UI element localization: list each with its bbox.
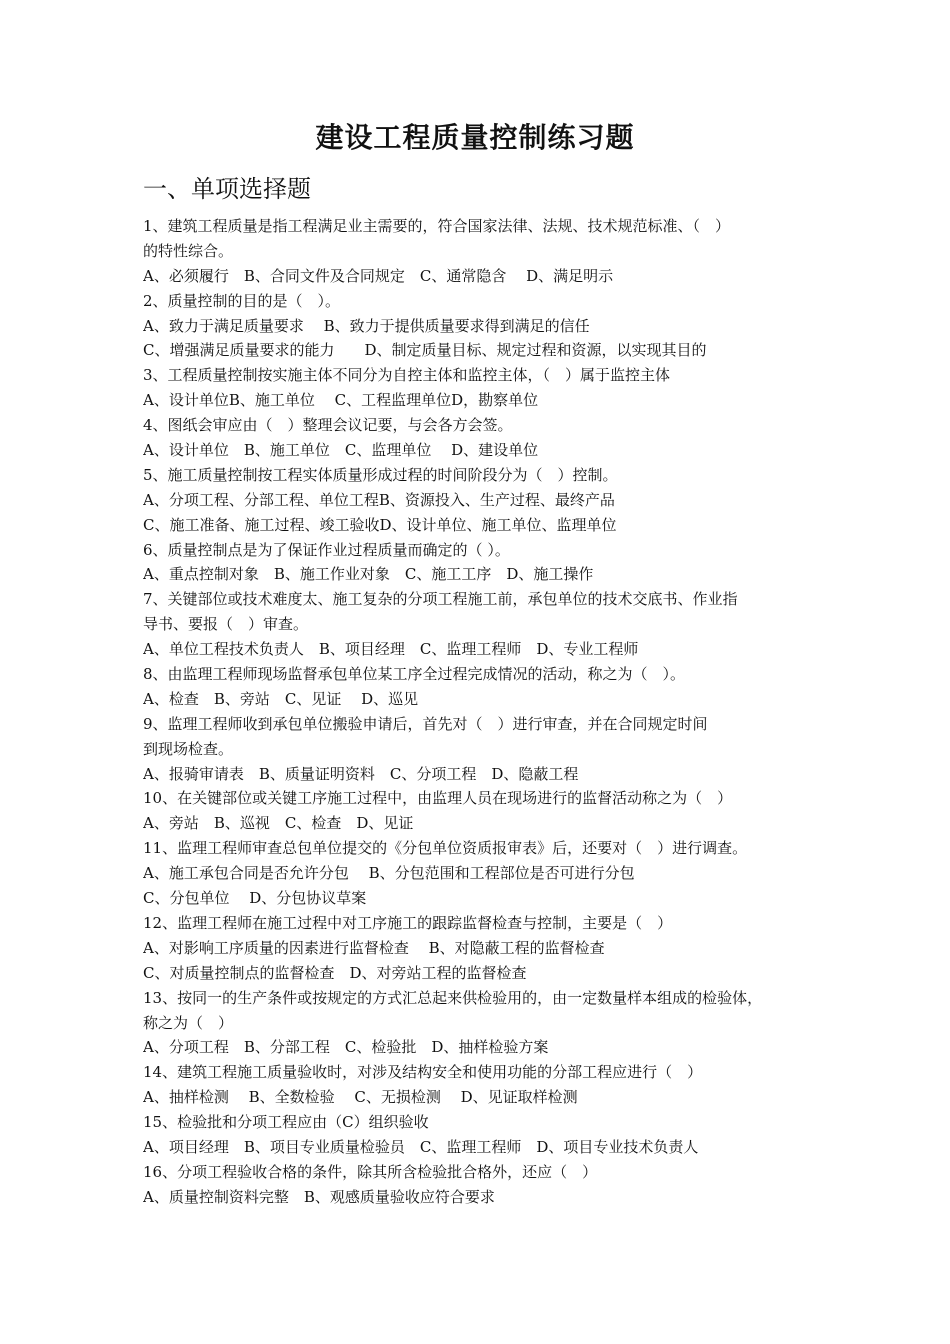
text-line: 14、建筑工程施工质量验收时，对涉及结构安全和使用功能的分部工程应进行（ ）: [143, 1063, 703, 1082]
text-line: 1、建筑工程质量是指工程满足业主需要的，符合国家法律、法规、技术规范标准、（ ）: [143, 217, 731, 235]
text-line: 7、关键部位或技术难度太、施工复杂的分项工程施工前，承包单位的技术交底书、作业指: [143, 590, 738, 609]
text-line: A、分项工程 B、分部工程 C、检验批 D、抽样检验方案: [143, 1038, 549, 1057]
text-line: C、增强满足质量要求的能力 D、制定质量目标、规定过程和资源，以实现其目的: [143, 341, 707, 360]
text-line: A、旁站 B、巡视 C、检查 D、见证: [143, 814, 414, 833]
text-line: 12、监理工程师在施工过程中对工序施工的跟踪监督检查与控制，主要是（ ）: [143, 913, 673, 932]
text-line: 6、质量控制点是为了保证作业过程质量而确定的（ ）。: [143, 540, 510, 559]
text-line: A、重点控制对象 B、施工作业对象 C、施工工序 D、施工操作: [143, 565, 594, 584]
text-line: A、抽样检测 B、全数检验 C、无损检测 D、见证取样检测: [143, 1088, 578, 1107]
document-title: 建设工程质量控制练习题: [315, 121, 635, 154]
text-line: A、单位工程技术负责人 B、项目经理 C、监理工程师 D、专业工程师: [143, 640, 639, 659]
text-line: 8、由监理工程师现场监督承包单位某工序全过程完成情况的活动，称之为（ ）。: [143, 665, 686, 684]
text-line: 13、按同一的生产条件或按规定的方式汇总起来供检验用的，由一定数量样本组成的检验体，: [143, 988, 763, 1007]
section-heading: 一、单项选择题: [143, 175, 311, 203]
text-line: A、对影响工序质量的因素进行监督检查 B、对隐蔽工程的监督检查: [143, 938, 605, 957]
text-line: 的特性综合。: [143, 241, 234, 260]
text-line: A、分项工程、分部工程、单位工程B、资源投入、生产过程、最终产品: [143, 490, 615, 509]
text-line: C、对质量控制点的监督检查 D、对旁站工程的监督检查: [143, 963, 527, 982]
text-line: 11、监理工程师审查总包单位提交的《分包单位资质报审表》后，还要对（ ）进行调查。: [143, 839, 748, 858]
text-line: 到现场检查。: [143, 739, 234, 758]
text-line: 4、图纸会审应由（ ）整理会议记要，与会各方会签。: [143, 416, 513, 435]
text-line: 称之为（ ）: [143, 1013, 234, 1032]
text-line: 2、质量控制的目的是（ ）。: [143, 291, 341, 310]
text-line: A、设计单位 B、施工单位 C、监理单位 D、建设单位: [143, 441, 539, 460]
text-line: A、必须履行 B、合同文件及合同规定 C、通常隐含 D、满足明示: [143, 266, 614, 285]
text-line: A、致力于满足质量要求 B、致力于提供质量要求得到满足的信任: [143, 316, 590, 335]
text-line: A、设计单位B、施工单位 C、工程监理单位D，勘察单位: [143, 391, 539, 410]
text-line: A、报骑审请表 B、质量证明资料 C、分项工程 D、隐蔽工程: [143, 764, 579, 783]
text-line: 15、检验批和分项工程应由（C）组织验收: [143, 1113, 429, 1132]
text-line: A、检查 B、旁站 C、见证 D、巡见: [143, 689, 419, 708]
text-line: A、施工承包合同是否允许分包 B、分包范围和工程部位是否可进行分包: [143, 864, 635, 883]
text-line: 3、工程质量控制按实施主体不同分为自控主体和监控主体，（ ）属于监控主体: [143, 366, 671, 385]
text-line: C、施工准备、施工过程、竣工验收D、设计单位、施工单位、监理单位: [143, 515, 617, 534]
text-line: 导书、要报（ ）审查。: [143, 615, 309, 634]
text-line: 16、分项工程验收合格的条件，除其所含检验批合格外，还应（ ）: [143, 1162, 598, 1181]
text-line: 9、监理工程师收到承包单位搬验申请后，首先对（ ）进行审查，并在合同规定时间: [143, 714, 708, 733]
question-list: [143, 214, 813, 1210]
text-line: A、质量控制资料完整 B、观感质量验收应符合要求: [143, 1187, 495, 1206]
text-line: 10、在关键部位或关键工序施工过程中，由监理人员在现场进行的监督活动称之为（ ）: [143, 789, 733, 808]
text-line: A、项目经理 B、项目专业质量检验员 C、监理工程师 D、项目专业技术负责人: [143, 1137, 699, 1156]
text-line: C、分包单位 D、分包协议草案: [143, 889, 367, 908]
text-line: 5、施工质量控制按工程实体质量形成过程的时间阶段分为（ ）控制。: [143, 465, 618, 484]
